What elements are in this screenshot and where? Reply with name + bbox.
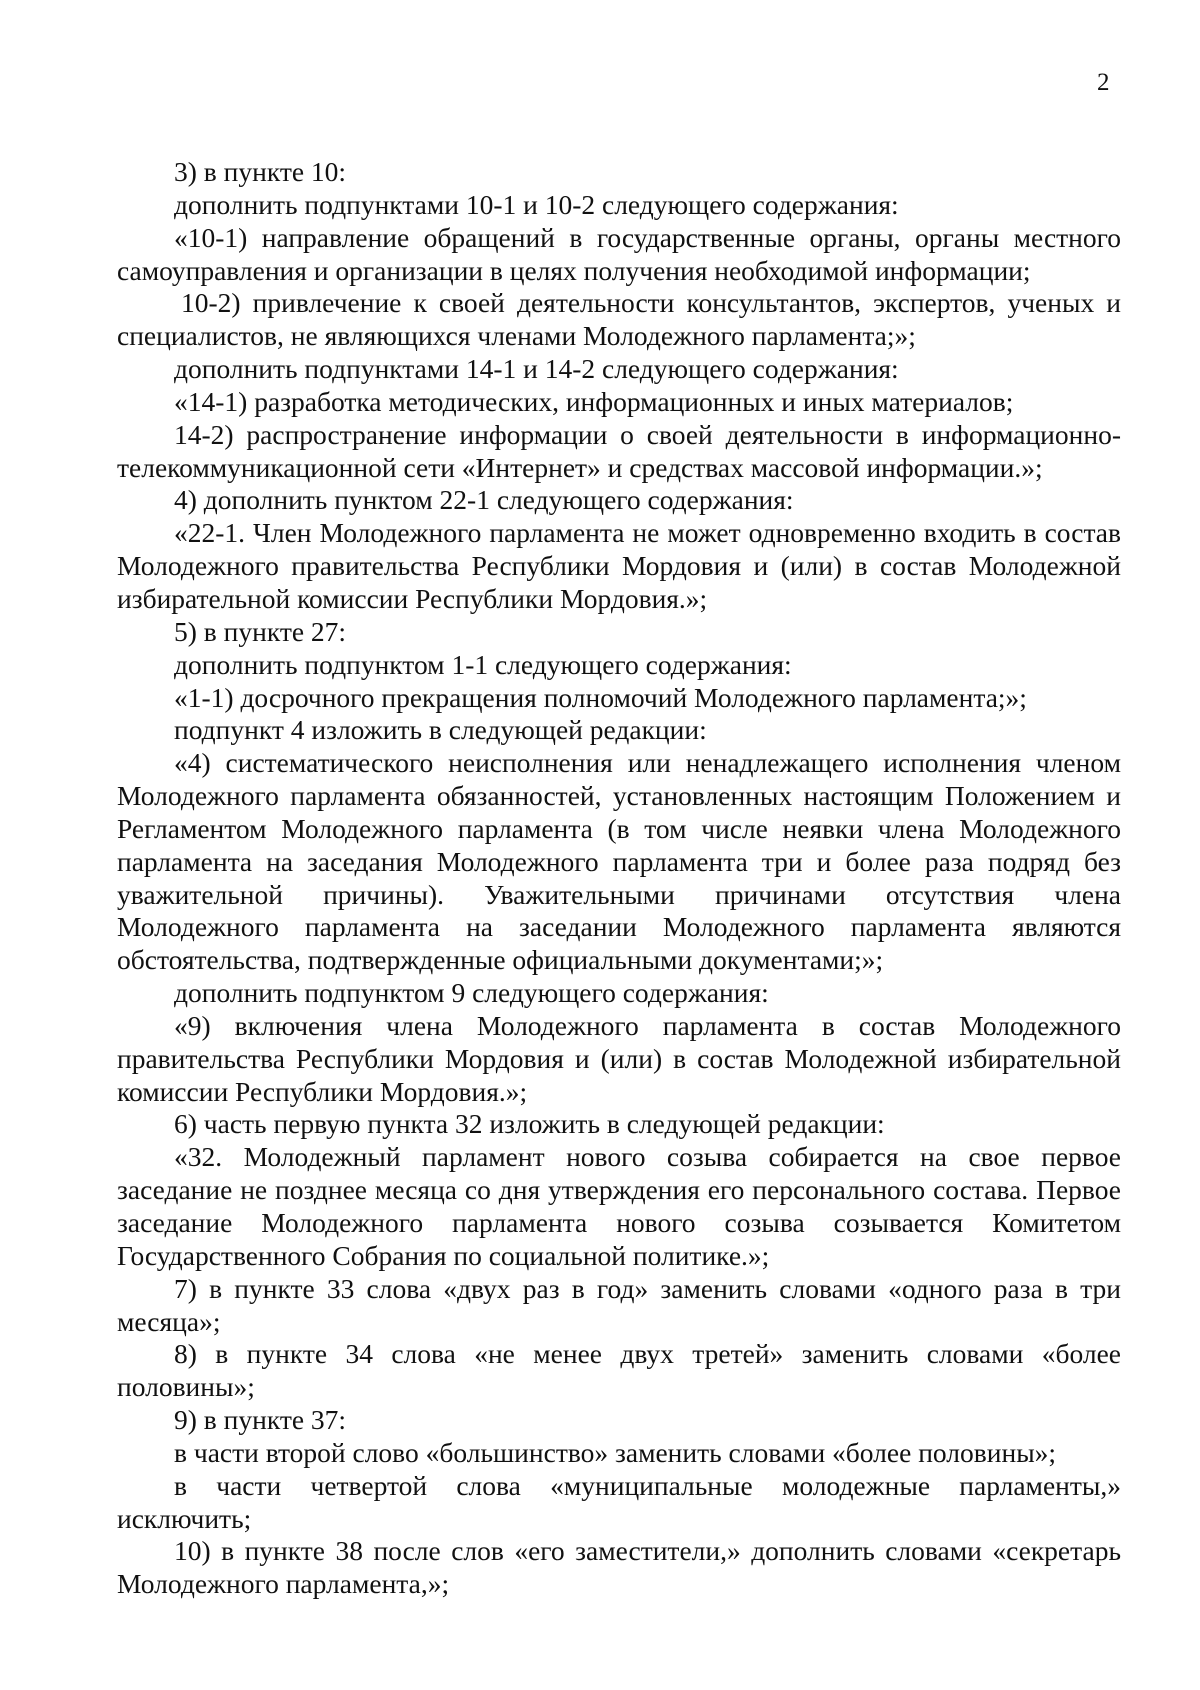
paragraph: 14-2) распространение информации о своей деятельности в информационно-телекоммуникационной сети «Интернет» и средствах массовой информации.»; bbox=[117, 418, 1121, 483]
paragraph: дополнить подпунктом 1-1 следующего содержания: bbox=[174, 648, 792, 680]
page-number: 2 bbox=[1097, 69, 1110, 96]
paragraph: 3) в пункте 10: bbox=[174, 156, 347, 187]
paragraph: 10-2) привлечение к своей деятельности консультантов, экспертов, ученых и специалистов, не являющихся членами Молодежного парламента;»; bbox=[117, 287, 1121, 352]
paragraph: дополнить подпунктом 9 следующего содержания: bbox=[174, 977, 769, 1009]
paragraph: подпункт 4 изложить в следующей редакции: bbox=[174, 714, 707, 746]
paragraph: 6) часть первую пункта 32 изложить в следующей редакции: bbox=[174, 1108, 885, 1140]
document-body bbox=[117, 156, 1121, 1601]
paragraph: «14-1) разработка методических, информационных и иных материалов; bbox=[174, 385, 1014, 417]
paragraph: в части второй слово «большинство» заменить словами «более половины»; bbox=[174, 1436, 1057, 1468]
paragraph: 10) в пункте 38 после слов «его заместители,» дополнить словами «секретарь Молодежного парламента,»; bbox=[117, 1535, 1121, 1600]
paragraph: «10-1) направление обращений в государственные органы, органы местного самоуправления и организации в целях получения необходимой информации; bbox=[117, 221, 1121, 286]
paragraph: 8) в пункте 34 слова «не менее двух третей» заменить словами «более половины»; bbox=[117, 1338, 1121, 1403]
paragraph: 7) в пункте 33 слова «двух раз в год» заменить словами «одного раза в три месяца»; bbox=[117, 1272, 1121, 1337]
paragraph: «22-1. Член Молодежного парламента не может одновременно входить в состав Молодежного правительства Республики Мордовия и (или) в состав Молодежной избирательной комиссии Республики Мордовия.»; bbox=[117, 517, 1121, 614]
paragraph: 9) в пункте 37: bbox=[174, 1404, 347, 1436]
paragraph: 4) дополнить пунктом 22-1 следующего содержания: bbox=[174, 484, 794, 516]
paragraph: «9) включения члена Молодежного парламента в состав Молодежного правительства Республики Мордовия и (или) в состав Молодежной избирательной комиссии Республики Мордовия.»; bbox=[117, 1009, 1121, 1107]
paragraph: дополнить подпунктами 10-1 и 10-2 следующего содержания: bbox=[174, 188, 899, 220]
paragraph: дополнить подпунктами 14-1 и 14-2 следующего содержания: bbox=[174, 353, 899, 385]
paragraph: «1-1) досрочного прекращения полномочий Молодежного парламента;»; bbox=[174, 681, 1027, 713]
paragraph: «4) систематического неисполнения или ненадлежащего исполнения членом Молодежного парламента обязанностей, установленных настоящим Положением и Регламентом Молодежного парламента (в том числе неявки члена Молодежного парламента на заседания Молодежного парламента три и более раза подряд без уважительной причины). Уважительными причинами отсутствия члена Молодежного парламента на заседании Молодежного парламента являются обстоятельства, подтвержденные официальными документами;»; bbox=[117, 747, 1121, 976]
paragraph: «32. Молодежный парламент нового созыва собирается на свое первое заседание не позднее месяца со дня утверждения его персонального состава. Первое заседание Молодежного парламента нового созыва созывается Комитетом Государственного Собрания по социальной политике.»; bbox=[117, 1141, 1121, 1271]
paragraph: 5) в пункте 27: bbox=[174, 615, 347, 647]
paragraph: в части четвертой слова «муниципальные молодежные парламенты,» исключить; bbox=[117, 1469, 1121, 1534]
